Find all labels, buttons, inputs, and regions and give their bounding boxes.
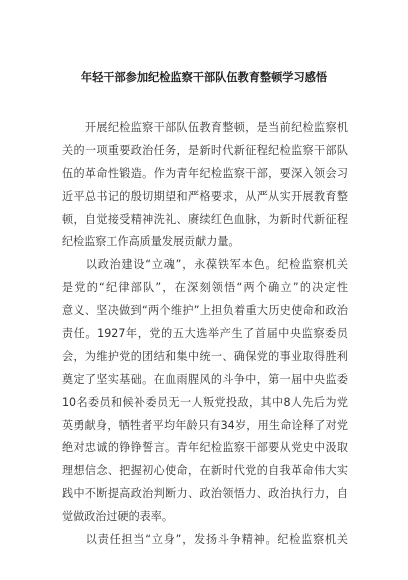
document-title: 年轻干部参加纪检监察干部队伍教育整顿学习感悟 [80,70,328,84]
paragraph-3 [62,529,348,552]
paragraph-line: 责任。1927年，党的五大选举产生了首届中央监察委员 [62,327,348,341]
document-body [62,117,348,552]
paragraph-line: 英勇献身，牺牲者平均年龄只有34岁，用生命诠释了对党 [62,418,348,432]
paragraph-line: 纪检监察工作高质量发展贡献力量。 [62,235,240,249]
paragraph-line: 是党的“纪律部队”，在深刻领悟“两个确立”的决定性 [62,281,348,295]
paragraph-line: 顿，自觉接受精神洗礼、赓续红色血脉，为新时代新征程 [62,212,348,226]
paragraph-line: 10名委员和候补委员无一人叛党投敌，其中8人先后为党 [62,395,348,409]
paragraph-line: 践中不断提高政治判断力、政治领悟力、政治执行力，自 [62,487,348,501]
paragraph-line: 伍的革命性锻造。作为青年纪检监察干部，要深入领会习 [62,166,348,180]
paragraph-line: 近平总书记的殷切期望和严格要求，从严从实开展教育整 [62,189,348,203]
paragraph-2 [62,254,348,529]
paragraph-line: 奠定了坚实基础。在血雨腥风的斗争中，第一届中央监委 [62,372,348,386]
paragraph-line: 觉做政治过硬的表率。 [62,510,173,524]
paragraph-line: 关的一项重要政治任务，是新时代新征程纪检监察干部队 [62,143,348,157]
paragraph-line: 意义、坚决做到“两个维护”上担负着重大历史使命和政治 [62,304,348,318]
paragraph-line: 以政治建设“立魂”，永葆铁军本色。纪检监察机关 [62,258,348,272]
paragraph-line: 以责任担当“立身”，发扬斗争精神。纪检监察机关 [62,533,348,547]
paragraph-line: 开展纪检监察干部队伍教育整顿，是当前纪检监察机 [62,121,348,134]
paragraph-1 [62,117,348,254]
paragraph-line: 理想信念、把握初心使命，在新时代党的自我革命伟大实 [62,464,348,478]
paragraph-line: 绝对忠诚的铮铮誓言。青年纪检监察干部要从党史中汲取 [62,441,348,455]
paragraph-line: 会，为维护党的团结和集中统一、确保党的事业取得胜利 [62,349,348,363]
